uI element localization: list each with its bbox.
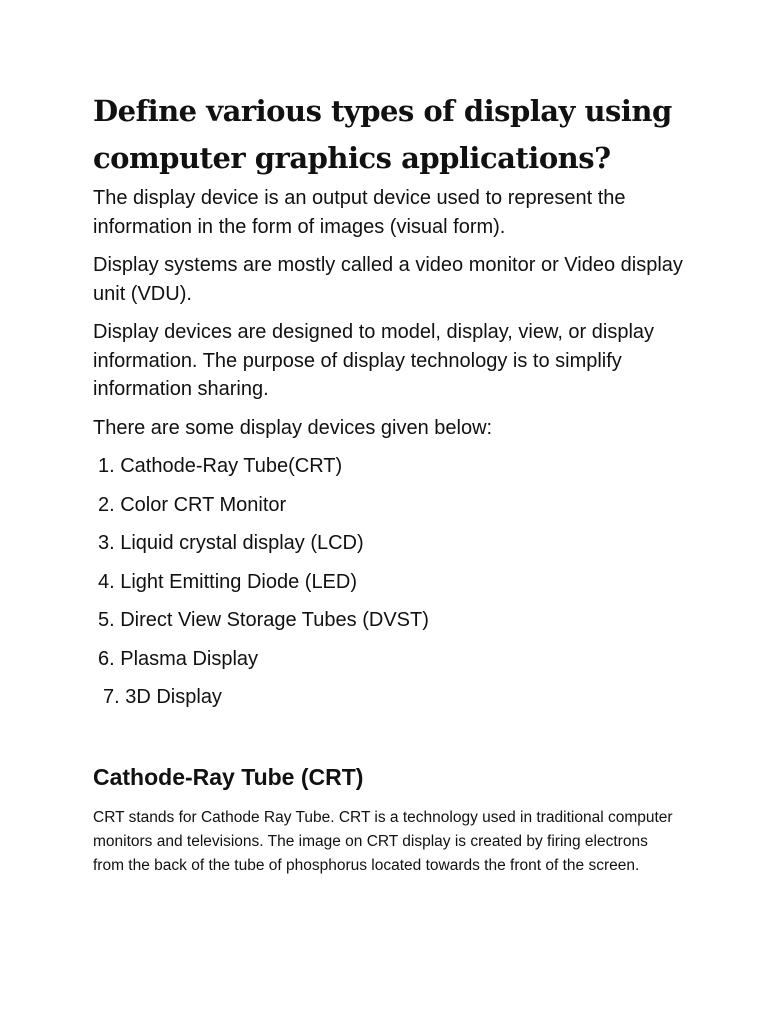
intro-paragraph-3: Display devices are designed to model, display, view, or display information. The purpose of display technology is to simplify information sharing. [93, 321, 655, 400]
list-item: 4. Light Emitting Diode (LED) [98, 570, 358, 593]
display-devices-list [93, 452, 683, 722]
list-item: 7. 3D Display [103, 686, 222, 708]
list-item: 2. Color CRT Monitor [98, 493, 287, 516]
list-item: 5. Direct View Storage Tubes (DVST) [98, 609, 429, 631]
crt-section-text: CRT stands for Cathode Ray Tube. CRT is a technology used in traditional computer monitors and televisions. The image on CRT display is created by firing electrons from the back of the tube of phosphorus located towards the front of the screen. [93, 808, 673, 874]
crt-section-heading: Cathode-Ray Tube (CRT) [93, 763, 364, 790]
list-item: 6. Plasma Display [98, 647, 259, 670]
list-intro: There are some display devices given below: [93, 416, 493, 439]
list-item: 3. Liquid crystal display (LCD) [98, 532, 364, 554]
document-page [93, 88, 683, 878]
intro-paragraph-1: The display device is an output device used to represent the information in the form of images (visual form). [93, 187, 626, 238]
intro-paragraph-2: Display systems are mostly called a video monitor or Video display unit (VDU). [93, 254, 683, 305]
page-title: Define various types of display using computer graphics applications? [93, 94, 672, 175]
list-item: 1. Cathode-Ray Tube(CRT) [98, 455, 343, 477]
